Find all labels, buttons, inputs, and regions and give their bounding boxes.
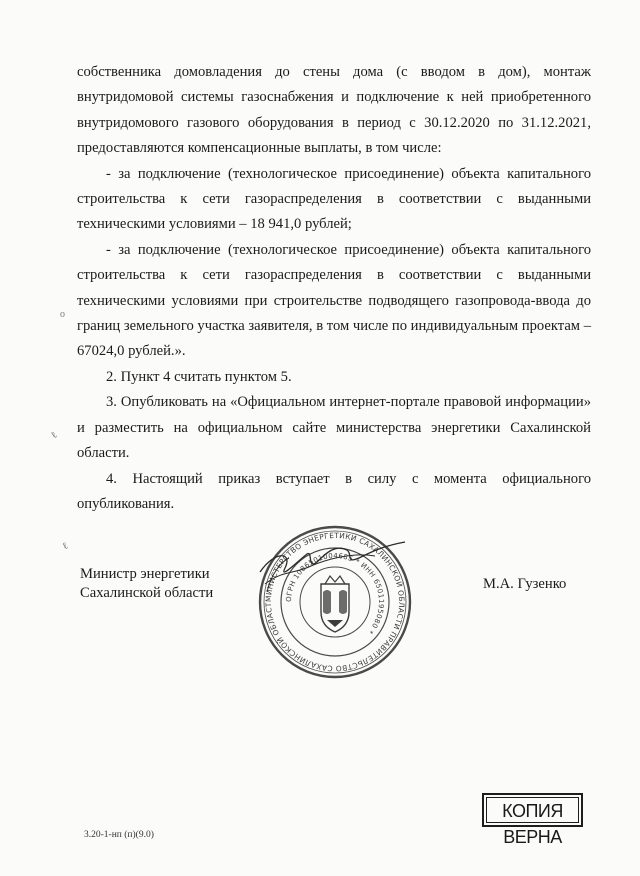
document-body — [77, 60, 591, 517]
scan-speck: ℓ — [49, 429, 60, 442]
document-code: 3.20-1-нп (п)(9.0) — [84, 830, 154, 840]
paragraph-continuation: собственника домовладения до стены дома (с вводом в дом), монтаж внутридомовой системы газоснабжения и подключение к ней приобретенного внутридомового газового оборудования в период с 30.12.2020 по 31.12.2021, предоставляются компенсационные выплаты, в том числе: — [77, 64, 591, 157]
signatory-position-line-1: Министр энергетики — [80, 566, 210, 582]
paragraph-item-connection: - за подключение (технологическое присоединение) объекта капитального строительства к сети газораспределения в соответствии с выданными техническими условиями – 18 941,0 рублей; — [77, 165, 591, 233]
official-seal-graphic — [255, 522, 415, 682]
coat-of-arms-icon — [321, 576, 349, 632]
signatory-position — [80, 565, 213, 603]
paragraph-point-2: 2. Пункт 4 считать пунктом 5. — [106, 368, 292, 385]
paragraph-point-3: 3. Опубликовать на «Официальном интернет-портале правовой информации» и разместить на официальном сайте министерства энергетики Сахалинской области. — [77, 394, 591, 462]
scan-speck: ο — [60, 309, 65, 320]
signatory-name: М.А. Гузенко — [483, 576, 567, 592]
seal-inner-text: ОГРН 1086501004685 * ИНН 6501195080 * — [284, 551, 386, 636]
paragraph-point-4: 4. Настоящий приказ вступает в силу с момента официального опубликования. — [77, 470, 591, 512]
copy-certified-stamp-label: КОПИЯ ВЕРНА — [486, 797, 579, 823]
copy-certified-stamp — [482, 793, 583, 847]
official-seal — [255, 522, 415, 687]
signatory-position-line-2: Сахалинской области — [80, 585, 214, 601]
seal-outer-text: МИНИСТЕРСТВО ЭНЕРГЕТИКИ САХАЛИНСКОЙ ОБЛАСТИ ПРАВИТЕЛЬСТВО САХАЛИНСКОЙ ОБЛАСТ — [263, 530, 407, 674]
paragraph-item-connection-pipeline: - за подключение (технологическое присоединение) объекта капитального строительства к сети газораспределения в соответствии с выданными техническими условиями при строительстве подводящего газопровода-ввода до границ земельного участка заявителя, в том числе по индивидуальным проектам – 67024,0 рублей.». — [77, 241, 591, 360]
scan-speck: ℓ — [60, 540, 71, 553]
